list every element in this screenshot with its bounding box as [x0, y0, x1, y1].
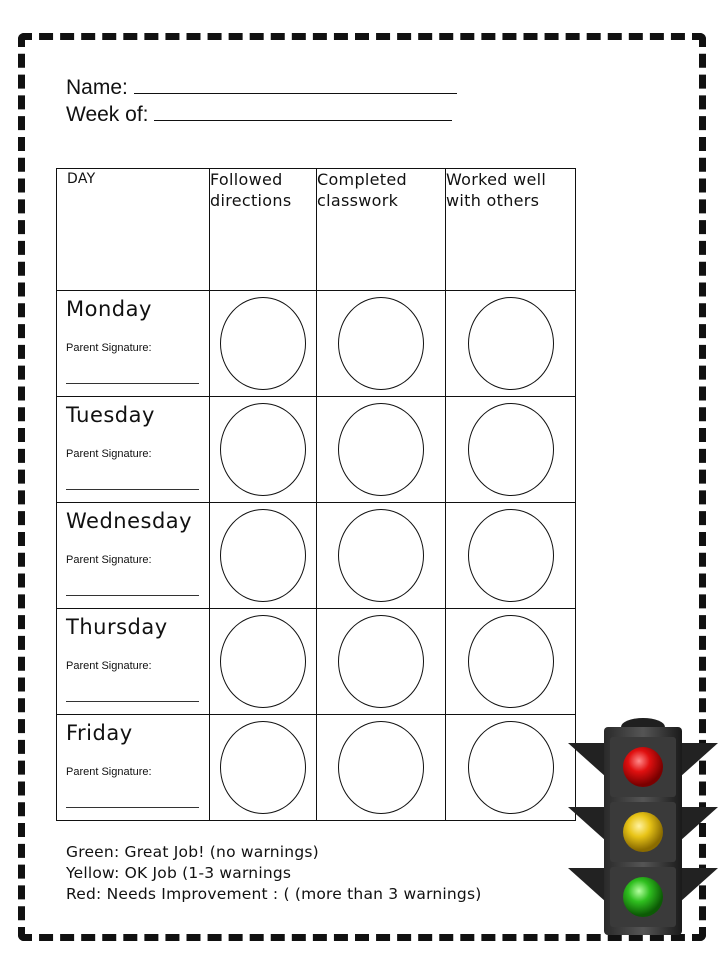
- signature-line[interactable]: [66, 383, 199, 384]
- circle-cell: [446, 715, 576, 821]
- signature-line[interactable]: [66, 807, 199, 808]
- legend-green: Green: Great Job! (no warnings): [66, 843, 319, 861]
- week-of-label: Week of:: [66, 103, 149, 126]
- parent-signature-label: Parent Signature:: [66, 766, 152, 778]
- color-legend: [66, 842, 481, 905]
- rating-circle[interactable]: [338, 615, 424, 708]
- header-day: DAY: [57, 169, 210, 291]
- table-row: [57, 291, 576, 397]
- rating-circle[interactable]: [468, 509, 554, 602]
- circle-cell: [446, 291, 576, 397]
- name-blank[interactable]: [134, 75, 457, 94]
- rating-circle[interactable]: [220, 297, 306, 390]
- day-cell-monday: [57, 291, 210, 397]
- table-row: [57, 715, 576, 821]
- circle-cell: [317, 291, 446, 397]
- parent-signature-label: Parent Signature:: [66, 448, 152, 460]
- day-name: Monday: [66, 297, 152, 321]
- rating-circle[interactable]: [220, 615, 306, 708]
- day-name: Tuesday: [66, 403, 155, 427]
- circle-cell: [317, 609, 446, 715]
- signature-line[interactable]: [66, 489, 199, 490]
- circle-cell: [210, 397, 317, 503]
- behavior-chart-table: [56, 168, 576, 821]
- rating-circle[interactable]: [220, 403, 306, 496]
- header-row: [57, 169, 576, 291]
- circle-cell: [317, 503, 446, 609]
- parent-signature-label: Parent Signature:: [66, 554, 152, 566]
- header-worked-well: Worked well with others: [446, 169, 576, 291]
- rating-circle[interactable]: [220, 721, 306, 814]
- week-of-blank[interactable]: [154, 102, 452, 121]
- rating-circle[interactable]: [468, 297, 554, 390]
- rating-circle[interactable]: [338, 721, 424, 814]
- header-completed-classwork: Completed classwork: [317, 169, 446, 291]
- circle-cell: [210, 609, 317, 715]
- day-cell-thursday: [57, 609, 210, 715]
- day-cell-tuesday: [57, 397, 210, 503]
- traffic-light-icon: [566, 715, 720, 935]
- name-label: Name:: [66, 76, 128, 99]
- table-row: [57, 397, 576, 503]
- legend-yellow: Yellow: OK Job (1-3 warnings: [66, 864, 292, 882]
- circle-cell: [317, 397, 446, 503]
- rating-circle[interactable]: [468, 721, 554, 814]
- day-name: Thursday: [66, 615, 168, 639]
- name-line: [66, 75, 457, 101]
- yellow-light: [623, 812, 663, 852]
- rating-circle[interactable]: [468, 403, 554, 496]
- signature-line[interactable]: [66, 595, 199, 596]
- day-cell-wednesday: [57, 503, 210, 609]
- rating-circle[interactable]: [338, 297, 424, 390]
- circle-cell: [317, 715, 446, 821]
- rating-circle[interactable]: [468, 615, 554, 708]
- legend-red: Red: Needs Improvement : ( (more than 3 warnings): [66, 885, 482, 903]
- parent-signature-label: Parent Signature:: [66, 342, 152, 354]
- circle-cell: [446, 397, 576, 503]
- green-light: [623, 877, 663, 917]
- circle-cell: [210, 503, 317, 609]
- rating-circle[interactable]: [220, 509, 306, 602]
- week-of-line: [66, 102, 452, 128]
- signature-line[interactable]: [66, 701, 199, 702]
- table-row: [57, 609, 576, 715]
- circle-cell: [210, 291, 317, 397]
- parent-signature-label: Parent Signature:: [66, 660, 152, 672]
- rating-circle[interactable]: [338, 403, 424, 496]
- day-name: Friday: [66, 721, 133, 745]
- day-name: Wednesday: [66, 509, 193, 533]
- rating-circle[interactable]: [338, 509, 424, 602]
- day-cell-friday: [57, 715, 210, 821]
- red-light: [623, 747, 663, 787]
- header-followed-directions: Followed directions: [210, 169, 317, 291]
- table-row: [57, 503, 576, 609]
- circle-cell: [446, 609, 576, 715]
- circle-cell: [446, 503, 576, 609]
- circle-cell: [210, 715, 317, 821]
